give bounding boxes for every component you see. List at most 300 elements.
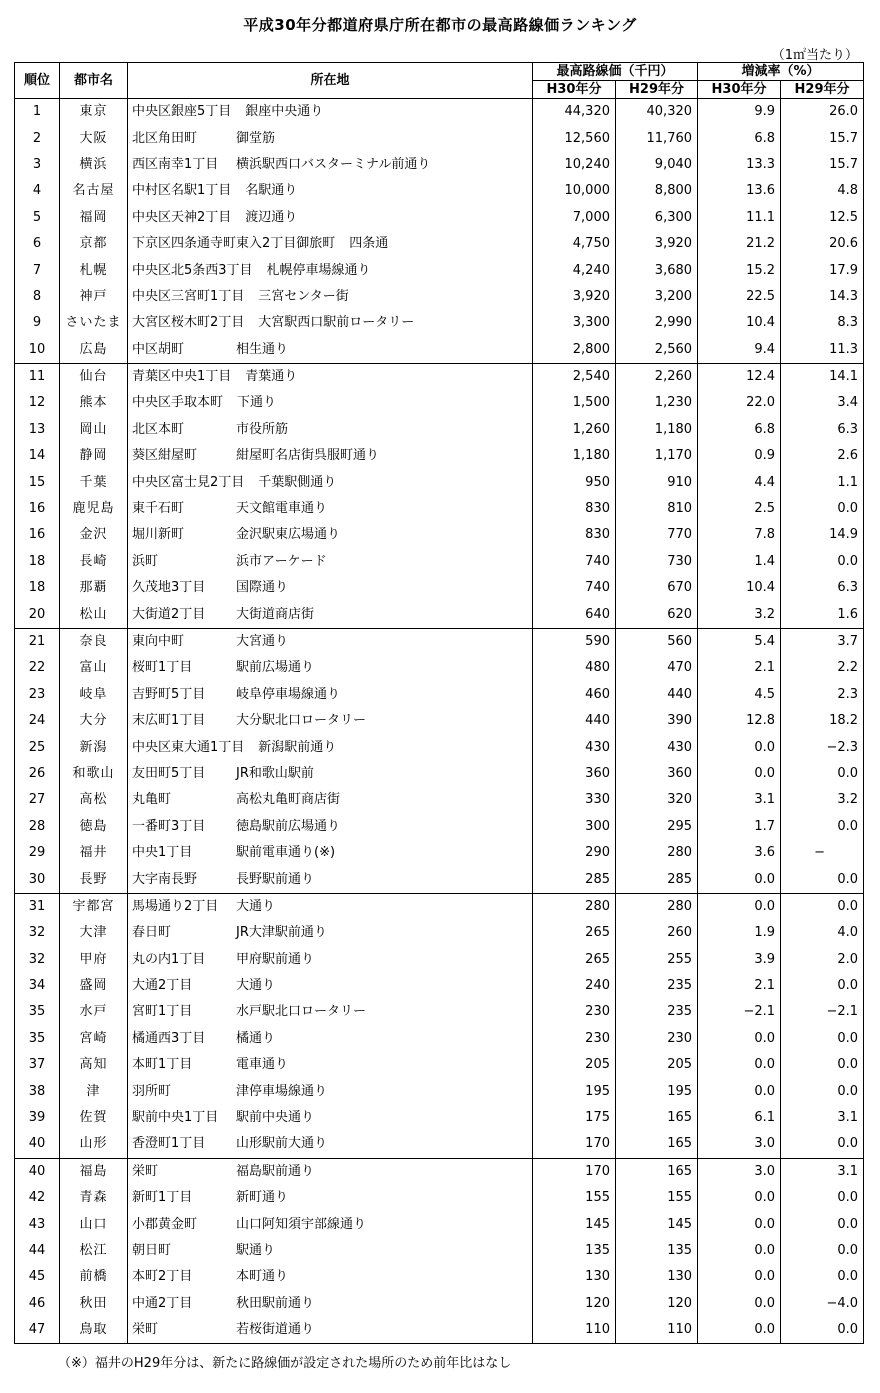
cell-price-h30: 460 — [533, 682, 616, 708]
cell-rank: 37 — [15, 1052, 60, 1078]
address-area: 栄町 — [132, 1163, 159, 1179]
cell-rate-h29: 4.8 — [781, 178, 864, 204]
cell-rate-h29: 2.3 — [781, 682, 864, 708]
address-area: 小郡黄金町 — [132, 1216, 198, 1232]
cell-price-h30: 330 — [533, 787, 616, 813]
cell-rank: 5 — [15, 205, 60, 231]
cell-price-h30: 135 — [533, 1238, 616, 1264]
cell-city: 奈良 — [60, 628, 128, 655]
cell-rank: 12 — [15, 390, 60, 416]
cell-rate-h30: 3.1 — [698, 787, 781, 813]
cell-address — [128, 1158, 533, 1185]
cell-rank: 4 — [15, 178, 60, 204]
address-street: 青葉通り — [245, 369, 298, 385]
cell-city: 仙台 — [60, 363, 128, 390]
address-street: 橘通り — [236, 1030, 276, 1046]
table-row — [15, 125, 864, 151]
cell-rate-h30: 2.1 — [698, 655, 781, 681]
cell-rate-h29: 3.7 — [781, 628, 864, 655]
cell-price-h29: 11,760 — [616, 125, 698, 151]
cell-city: 青森 — [60, 1185, 128, 1211]
cell-price-h29: 8,800 — [616, 178, 698, 204]
cell-rate-h29: 0.0 — [781, 1317, 864, 1344]
cell-price-h30: 830 — [533, 522, 616, 548]
cell-price-h29: 235 — [616, 999, 698, 1025]
cell-rank: 20 — [15, 601, 60, 628]
cell-address — [128, 999, 533, 1025]
cell-rate-h30: 0.0 — [698, 1238, 781, 1264]
cell-rank: 43 — [15, 1211, 60, 1237]
page-title: 平成30年分都道府県庁所在都市の最高路線価ランキング — [243, 16, 637, 34]
cell-price-h29: 195 — [616, 1078, 698, 1104]
cell-city: 新潟 — [60, 734, 128, 760]
cell-price-h30: 110 — [533, 1317, 616, 1344]
cell-price-h29: 1,170 — [616, 443, 698, 469]
cell-rank: 24 — [15, 708, 60, 734]
cell-rate-h30: 10.4 — [698, 575, 781, 601]
cell-city: 水戸 — [60, 999, 128, 1025]
table-row — [15, 999, 864, 1025]
cell-rank: 31 — [15, 893, 60, 920]
table-row — [15, 469, 864, 495]
cell-price-h30: 7,000 — [533, 205, 616, 231]
table-row — [15, 390, 864, 416]
address-street: 水戸駅北口ロータリー — [236, 1004, 367, 1020]
cell-price-h30: 130 — [533, 1264, 616, 1290]
cell-price-h29: 730 — [616, 549, 698, 575]
address-area: 大通2丁目 — [132, 978, 193, 994]
cell-city: 大分 — [60, 708, 128, 734]
cell-rate-h29: 2.0 — [781, 947, 864, 973]
cell-rate-h29: 4.0 — [781, 920, 864, 946]
table-row — [15, 575, 864, 601]
cell-price-h29: 560 — [616, 628, 698, 655]
cell-price-h30: 1,500 — [533, 390, 616, 416]
address-street: 大宮通り — [236, 634, 289, 649]
cell-rate-h29: 0.0 — [781, 973, 864, 999]
cell-rank: 22 — [15, 655, 60, 681]
cell-rate-h30: 0.0 — [698, 1078, 781, 1104]
cell-rank: 25 — [15, 734, 60, 760]
cell-rate-h29: 3.2 — [781, 787, 864, 813]
address-street: 横浜駅西口バスターミナル前通り — [236, 156, 431, 172]
cell-price-h29: 3,920 — [616, 231, 698, 257]
cell-rank: 35 — [15, 999, 60, 1025]
cell-rank: 16 — [15, 522, 60, 548]
cell-rate-h30: 22.0 — [698, 390, 781, 416]
cell-price-h29: 280 — [616, 893, 698, 920]
cell-address — [128, 363, 533, 390]
cell-price-h30: 590 — [533, 628, 616, 655]
cell-address — [128, 99, 533, 126]
cell-city: さいたま — [60, 310, 128, 336]
address-street: 駅前広場通り — [236, 660, 315, 676]
cell-price-h30: 480 — [533, 655, 616, 681]
address-street: 大通り — [236, 978, 276, 994]
cell-city: 甲府 — [60, 947, 128, 973]
cell-address — [128, 840, 533, 866]
cell-price-h30: 1,260 — [533, 417, 616, 443]
cell-city: 広島 — [60, 337, 128, 364]
cell-rate-h30: 0.0 — [698, 1052, 781, 1078]
cell-rate-h29: − — [781, 840, 864, 866]
cell-price-h29: 130 — [616, 1264, 698, 1290]
table-row — [15, 787, 864, 813]
header-price-h30: H30年分 — [533, 81, 616, 99]
cell-rate-h30: 5.4 — [698, 628, 781, 655]
cell-rate-h30: 0.9 — [698, 443, 781, 469]
cell-rank: 18 — [15, 575, 60, 601]
cell-rank: 42 — [15, 1185, 60, 1211]
cell-city: 長野 — [60, 866, 128, 893]
address-street: 本町通り — [236, 1269, 289, 1285]
address-area: 一番町3丁目 — [132, 818, 206, 834]
cell-price-h30: 360 — [533, 761, 616, 787]
cell-rank: 6 — [15, 231, 60, 257]
cell-city: 長崎 — [60, 549, 128, 575]
cell-address — [128, 628, 533, 655]
address-street: 福島駅前通り — [236, 1163, 315, 1179]
address-area: 中央区富士見2丁目 — [132, 474, 245, 490]
address-street: 高松丸亀町商店街 — [236, 792, 341, 808]
cell-rate-h29: 2.6 — [781, 443, 864, 469]
cell-price-h29: 155 — [616, 1185, 698, 1211]
cell-price-h30: 280 — [533, 893, 616, 920]
cell-city: 徳島 — [60, 814, 128, 840]
cell-price-h30: 950 — [533, 469, 616, 495]
table-row — [15, 257, 864, 283]
cell-address — [128, 1317, 533, 1344]
cell-price-h29: 620 — [616, 601, 698, 628]
cell-rate-h30: 3.6 — [698, 840, 781, 866]
address-street: 銀座中央通り — [245, 104, 324, 120]
cell-rank: 45 — [15, 1264, 60, 1290]
cell-rank: 3 — [15, 152, 60, 178]
address-area: 駅前中央1丁目 — [132, 1110, 219, 1126]
cell-address — [128, 1052, 533, 1078]
cell-rate-h29: 0.0 — [781, 866, 864, 893]
address-street: 大分駅北口ロータリー — [236, 713, 367, 729]
address-street: 金沢駅東広場通り — [236, 527, 341, 543]
cell-rank: 13 — [15, 417, 60, 443]
cell-price-h30: 195 — [533, 1078, 616, 1104]
cell-address — [128, 337, 533, 364]
cell-rate-h29: 3.1 — [781, 1158, 864, 1185]
cell-city: 那覇 — [60, 575, 128, 601]
address-area: 新町1丁目 — [132, 1190, 193, 1206]
cell-price-h29: 470 — [616, 655, 698, 681]
cell-city: 岐阜 — [60, 682, 128, 708]
cell-rate-h30: 0.0 — [698, 893, 781, 920]
header-price-group: 最高路線価（千円） — [533, 63, 698, 81]
cell-rate-h30: 6.1 — [698, 1105, 781, 1131]
table-row — [15, 1317, 864, 1344]
address-street: 市役所筋 — [236, 421, 289, 437]
address-area: 東千石町 — [132, 501, 185, 517]
cell-rate-h29: 1.1 — [781, 469, 864, 495]
address-area: 葵区紺屋町 — [132, 448, 198, 464]
cell-rate-h30: 0.0 — [698, 1264, 781, 1290]
cell-price-h29: 110 — [616, 1317, 698, 1344]
cell-city: 熊本 — [60, 390, 128, 416]
cell-price-h30: 290 — [533, 840, 616, 866]
cell-rate-h30: 6.8 — [698, 417, 781, 443]
cell-price-h30: 4,750 — [533, 231, 616, 257]
cell-price-h30: 440 — [533, 708, 616, 734]
cell-rate-h30: 9.9 — [698, 99, 781, 126]
cell-price-h29: 810 — [616, 496, 698, 522]
cell-rate-h30: 13.3 — [698, 152, 781, 178]
cell-price-h30: 10,240 — [533, 152, 616, 178]
cell-rank: 39 — [15, 1105, 60, 1131]
cell-price-h29: 770 — [616, 522, 698, 548]
cell-rank: 10 — [15, 337, 60, 364]
address-area: 中央区北5条西3丁目 — [132, 262, 253, 278]
cell-address — [128, 814, 533, 840]
cell-address — [128, 601, 533, 628]
address-area: 末広町1丁目 — [132, 713, 206, 729]
cell-rate-h29: 0.0 — [781, 496, 864, 522]
cell-rank: 11 — [15, 363, 60, 390]
cell-price-h30: 170 — [533, 1158, 616, 1185]
table-row — [15, 947, 864, 973]
table-row — [15, 682, 864, 708]
cell-rate-h30: 0.0 — [698, 1291, 781, 1317]
address-area: 中村区名駅1丁目 — [132, 183, 232, 199]
cell-price-h30: 740 — [533, 549, 616, 575]
cell-rank: 46 — [15, 1291, 60, 1317]
table-row — [15, 152, 864, 178]
address-street: 駅通り — [236, 1242, 276, 1258]
cell-price-h29: 165 — [616, 1105, 698, 1131]
cell-rank: 32 — [15, 920, 60, 946]
address-street: 相生通り — [236, 341, 289, 357]
cell-price-h29: 910 — [616, 469, 698, 495]
cell-city: 横浜 — [60, 152, 128, 178]
cell-price-h30: 12,560 — [533, 125, 616, 151]
cell-price-h30: 120 — [533, 1291, 616, 1317]
table-row — [15, 443, 864, 469]
cell-address — [128, 866, 533, 893]
cell-address — [128, 496, 533, 522]
cell-city: 静岡 — [60, 443, 128, 469]
address-street: 若桜街道通り — [236, 1322, 315, 1338]
cell-rate-h29: 0.0 — [781, 1052, 864, 1078]
cell-price-h30: 44,320 — [533, 99, 616, 126]
cell-rank: 44 — [15, 1238, 60, 1264]
cell-price-h29: 6,300 — [616, 205, 698, 231]
cell-rank: 34 — [15, 973, 60, 999]
table-row — [15, 337, 864, 364]
cell-address — [128, 178, 533, 204]
address-area: 堀川新町 — [132, 527, 185, 543]
cell-address — [128, 231, 533, 257]
cell-price-h29: 165 — [616, 1158, 698, 1185]
address-area: 朝日町 — [132, 1242, 172, 1258]
header-address: 所在地 — [128, 63, 533, 99]
table-row — [15, 708, 864, 734]
cell-rank: 26 — [15, 761, 60, 787]
address-area: 中央区天神2丁目 — [132, 209, 232, 225]
cell-address — [128, 734, 533, 760]
cell-price-h30: 170 — [533, 1131, 616, 1158]
table-row — [15, 363, 864, 390]
cell-city: 札幌 — [60, 257, 128, 283]
table-row — [15, 1105, 864, 1131]
address-area: 本町1丁目 — [132, 1057, 193, 1073]
cell-price-h30: 145 — [533, 1211, 616, 1237]
cell-price-h30: 205 — [533, 1052, 616, 1078]
table-row — [15, 840, 864, 866]
cell-rank: 40 — [15, 1158, 60, 1185]
cell-rate-h29: −4.0 — [781, 1291, 864, 1317]
cell-address — [128, 575, 533, 601]
cell-price-h30: 4,240 — [533, 257, 616, 283]
address-street: 三宮センター街 — [258, 288, 349, 304]
address-street: 千葉駅側通り — [258, 474, 337, 490]
address-street: JR大津駅前通り — [236, 925, 327, 941]
cell-address — [128, 1026, 533, 1052]
cell-rate-h30: 12.8 — [698, 708, 781, 734]
ranking-table — [14, 62, 864, 1344]
address-area: 橘通西3丁目 — [132, 1030, 206, 1046]
cell-price-h29: 440 — [616, 682, 698, 708]
cell-rate-h29: 14.1 — [781, 363, 864, 390]
cell-rank: 1 — [15, 99, 60, 126]
cell-rank: 16 — [15, 496, 60, 522]
address-area: 下京区四条通寺町東入2丁目御旅町 — [132, 236, 336, 252]
table-row — [15, 1185, 864, 1211]
cell-city: 名古屋 — [60, 178, 128, 204]
cell-rate-h29: 12.5 — [781, 205, 864, 231]
cell-price-h29: 2,990 — [616, 310, 698, 336]
cell-city: 宇都宮 — [60, 893, 128, 920]
table-row — [15, 814, 864, 840]
address-area: 浜町 — [132, 553, 159, 569]
cell-price-h30: 265 — [533, 920, 616, 946]
cell-address — [128, 655, 533, 681]
cell-address — [128, 1078, 533, 1104]
cell-price-h30: 285 — [533, 866, 616, 893]
table-row — [15, 231, 864, 257]
cell-rank: 7 — [15, 257, 60, 283]
cell-price-h30: 155 — [533, 1185, 616, 1211]
cell-rate-h29: 8.3 — [781, 310, 864, 336]
table-row — [15, 178, 864, 204]
table-row — [15, 549, 864, 575]
cell-address — [128, 257, 533, 283]
address-street: 山形駅前大通り — [236, 1136, 328, 1152]
cell-price-h29: 1,230 — [616, 390, 698, 416]
cell-rate-h29: 1.6 — [781, 601, 864, 628]
cell-city: 鹿児島 — [60, 496, 128, 522]
address-street: 天文館電車通り — [236, 501, 328, 517]
cell-city: 神戸 — [60, 284, 128, 310]
address-street: JR和歌山駅前 — [236, 765, 314, 781]
cell-address — [128, 522, 533, 548]
header-rate-h29: H29年分 — [781, 81, 864, 99]
cell-rate-h30: 15.2 — [698, 257, 781, 283]
cell-rate-h30: 13.6 — [698, 178, 781, 204]
address-area: 宮町1丁目 — [132, 1004, 193, 1020]
cell-price-h29: 285 — [616, 866, 698, 893]
cell-city: 津 — [60, 1078, 128, 1104]
cell-rate-h29: 0.0 — [781, 549, 864, 575]
cell-rate-h30: 3.9 — [698, 947, 781, 973]
address-area: 本町2丁目 — [132, 1269, 193, 1285]
address-area: 羽所町 — [132, 1083, 172, 1099]
address-street: 四条通 — [349, 236, 389, 252]
table-row — [15, 920, 864, 946]
cell-address — [128, 920, 533, 946]
table-row — [15, 1052, 864, 1078]
address-area: 大字南長野 — [132, 871, 198, 887]
cell-rate-h29: 26.0 — [781, 99, 864, 126]
table-row — [15, 1238, 864, 1264]
cell-price-h29: 295 — [616, 814, 698, 840]
table-row — [15, 628, 864, 655]
cell-rank: 8 — [15, 284, 60, 310]
address-area: 中央区三宮町1丁目 — [132, 288, 245, 304]
cell-rate-h29: 0.0 — [781, 1078, 864, 1104]
table-row — [15, 655, 864, 681]
cell-city: 和歌山 — [60, 761, 128, 787]
cell-city: 福岡 — [60, 205, 128, 231]
address-street: 甲府駅前通り — [236, 951, 315, 967]
table-row — [15, 99, 864, 126]
table-row — [15, 1264, 864, 1290]
cell-rate-h30: 1.4 — [698, 549, 781, 575]
cell-price-h30: 830 — [533, 496, 616, 522]
cell-rate-h29: 14.3 — [781, 284, 864, 310]
address-area: 中区胡町 — [132, 341, 185, 357]
cell-rate-h30: 21.2 — [698, 231, 781, 257]
cell-rank: 28 — [15, 814, 60, 840]
cell-price-h29: 165 — [616, 1131, 698, 1158]
table-row — [15, 893, 864, 920]
address-street: 新町通り — [236, 1190, 289, 1206]
cell-rate-h30: −2.1 — [698, 999, 781, 1025]
cell-rate-h30: 0.0 — [698, 761, 781, 787]
cell-rank: 15 — [15, 469, 60, 495]
address-street: 大宮駅西口駅前ロータリー — [258, 315, 415, 331]
address-street: 名駅通り — [245, 183, 298, 199]
address-street: 秋田駅前通り — [236, 1295, 315, 1311]
cell-address — [128, 761, 533, 787]
cell-rate-h29: 0.0 — [781, 1026, 864, 1052]
cell-price-h29: 360 — [616, 761, 698, 787]
cell-rate-h29: 0.0 — [781, 1131, 864, 1158]
address-area: 馬場通り2丁目 — [132, 898, 219, 914]
cell-rate-h30: 10.4 — [698, 310, 781, 336]
cell-rate-h29: 0.0 — [781, 1185, 864, 1211]
cell-rate-h29: 0.0 — [781, 1238, 864, 1264]
cell-rate-h30: 0.0 — [698, 734, 781, 760]
table-row — [15, 310, 864, 336]
cell-rate-h30: 0.0 — [698, 1317, 781, 1344]
cell-price-h29: 3,680 — [616, 257, 698, 283]
cell-rate-h30: 1.7 — [698, 814, 781, 840]
cell-rate-h29: 0.0 — [781, 1211, 864, 1237]
cell-price-h30: 2,540 — [533, 363, 616, 390]
cell-address — [128, 893, 533, 920]
cell-price-h30: 3,300 — [533, 310, 616, 336]
cell-rate-h29: 17.9 — [781, 257, 864, 283]
cell-address — [128, 1211, 533, 1237]
cell-address — [128, 947, 533, 973]
address-area: 友田町5丁目 — [132, 765, 206, 781]
cell-city: 松江 — [60, 1238, 128, 1264]
